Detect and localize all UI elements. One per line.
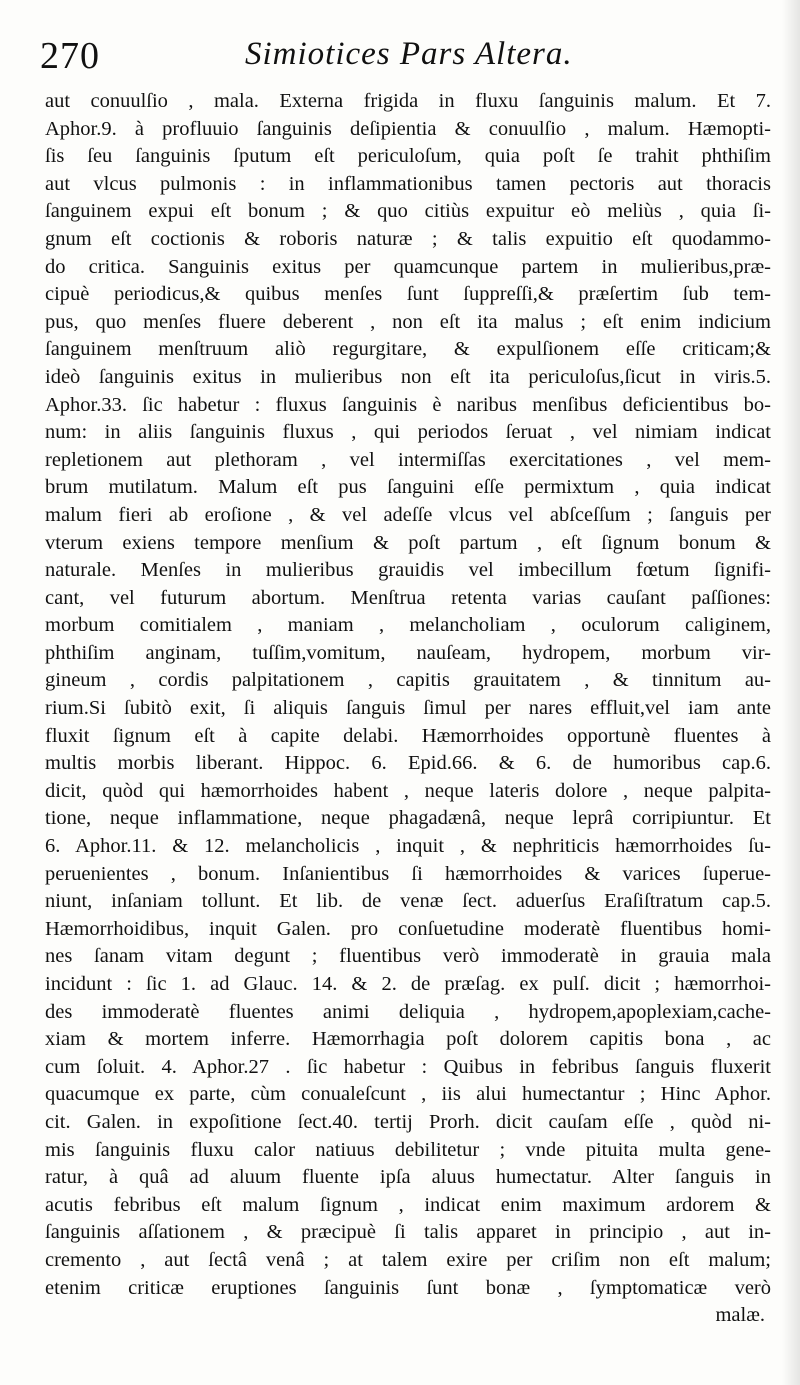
text-line: cremento , aut ſectâ venâ ; at talem exire per criſim non eſt malum; <box>45 1248 771 1271</box>
text-line: brum mutilatum. Malum eſt pus ſanguini eſſe permixtum , quia indicat <box>45 476 771 499</box>
text-line: incidunt : ſic 1. ad Glauc. 14. & 2. de præſag. ex pulſ. dicit ; hæmorrhoi- <box>45 973 771 995</box>
text-line: multis morbis liberant. Hippoc. 6. Epid.66. & 6. de humoribus cap.6. <box>45 752 771 775</box>
text-line: do critica. Sanguinis exitus per quamcunque partem in mulieribus,præ- <box>45 255 771 278</box>
text-line: peruenientes , bonum. Inſanientibus ſi hæmorrhoides & varices ſuperue- <box>45 862 771 885</box>
text-line: Aphor.33. ſic habetur : fluxus ſanguinis è naribus menſibus deficientibus bo- <box>45 393 771 416</box>
text-line: phthiſim anginam, tuſſim,vomitum, nauſeam, hydropem, morbum vir- <box>45 641 771 664</box>
text-line: xiam & mortem inferre. Hæmorrhagia poſt dolorem capitis bona , ac <box>45 1028 771 1051</box>
text-line: repletionem aut plethoram , vel intermiſſas exercitationes , vel mem- <box>45 448 771 471</box>
text-line: morbum comitialem , maniam , melancholiam , oculorum caliginem, <box>45 614 771 637</box>
text-line: etenim criticæ eruptiones ſanguinis ſunt bonæ , ſymptomaticæ verò <box>45 1276 771 1299</box>
text-line: gnum eſt coctionis & roboris naturæ ; & talis expuitio eſt quodammo- <box>45 227 771 250</box>
text-line: ſanguinem expui eſt bonum ; & quo citiùs expuitur eò meliùs , quia ſi- <box>45 200 771 223</box>
text-line: acutis febribus eſt malum ſignum , indicat enim maximum ardorem & <box>45 1193 771 1216</box>
text-line: naturale. Menſes in mulieribus grauidis vel imbecillum fœtum ſignifi- <box>45 559 771 582</box>
text-line: aut conuulſio , mala. Externa frigida in fluxu ſanguinis malum. Et 7. <box>45 90 771 112</box>
text-line: Hæmorrhoidibus, inquit Galen. pro conſuetudine moderatè fluentibus homi- <box>45 917 771 940</box>
text-line: des immoderatè fluentes animi deliquia , hydropem,apoplexiam,cache- <box>45 1000 771 1023</box>
text-line: vterum exiens tempore menſium & poſt partum , eſt ſignum bonum & <box>45 531 771 554</box>
page-number: 270 <box>40 35 100 77</box>
text-line: ſanguinem menſtruum aliò regurgitare, & expulſionem eſſe criticam;& <box>45 338 771 361</box>
text-line: rium.Si ſubitò exit, ſi aliquis ſanguis ſimul per nares effluit,vel iam ante <box>45 697 771 720</box>
text-line: fluxit ſignum eſt à capite delabi. Hæmorrhoides opportunè fluentes à <box>45 724 771 747</box>
text-line: dicit, quòd qui hæmorrhoides habent , neque lateris dolore , neque palpita- <box>45 779 771 802</box>
page-edge-shadow <box>782 0 800 1385</box>
page-header <box>40 30 780 80</box>
text-line: cant, vel futurum abortum. Menſtrua retenta varias cauſant paſſiones: <box>45 586 771 609</box>
text-line: ſis ſeu ſanguinis ſputum eſt periculoſum, quia poſt ſe trahit phthiſim <box>45 145 771 168</box>
text-line-last: malæ. <box>715 1304 765 1327</box>
text-line: ratur, à quâ ad aluum fluente ipſa aluus humectatur. Alter ſanguis in <box>45 1166 771 1189</box>
text-line: quacumque ex parte, cùm conualeſcunt , iis alui humectantur ; Hinc Aphor. <box>45 1083 771 1106</box>
body-text <box>45 88 771 1330</box>
text-line: cum ſoluit. 4. Aphor.27 . ſic habetur : Quibus in febribus ſanguis fluxerit <box>45 1055 771 1078</box>
text-line: pus, quo menſes fluere deberent , non eſt ita malus ; eſt enim indicium <box>45 310 771 333</box>
text-line: malum fieri ab eroſione , & vel adeſſe vlcus vel abſceſſum ; ſanguis per <box>45 503 771 526</box>
text-line: cipuè periodicus,& quibus menſes ſunt ſuppreſſi,& præſertim ſub tem- <box>45 283 771 306</box>
text-line: num: in aliis ſanguinis fluxus , qui periodos ſeruat , vel nimiam indicat <box>45 421 771 444</box>
text-line: Aphor.9. à profluuio ſanguinis deſipientia & conuulſio , malum. Hæmopti- <box>45 117 771 140</box>
text-line: ideò ſanguinis exitus in mulieribus non eſt ita periculoſus,ſicut in viris.5. <box>45 365 771 388</box>
text-line: niunt, inſaniam tollunt. Et lib. de venæ ſect. aduerſus Eraſiſtratum cap.5. <box>45 890 771 913</box>
text-line: aut vlcus pulmonis : in inflammationibus tamen pectoris aut thoracis <box>45 172 771 195</box>
text-line: ſanguinis aſſationem , & præcipuè ſi talis apparet in principio , aut in- <box>45 1221 771 1244</box>
text-line: 6. Aphor.11. & 12. melancholicis , inquit , & nephriticis hæmorrhoides ſu- <box>45 835 771 858</box>
text-line: mis ſanguinis fluxu calor natiuus debilitetur ; vnde pituita multa gene- <box>45 1138 771 1161</box>
text-line: gineum , cordis palpitationem , capitis grauitatem , & tinnitum au- <box>45 669 771 692</box>
text-line: nes ſanam vitam degunt ; fluentibus verò immoderatè in grauia mala <box>45 945 771 968</box>
running-head: Simiotices Pars Altera. <box>245 36 573 72</box>
text-line: tione, neque inflammatione, neque phagadænâ, neque leprâ corripiuntur. Et <box>45 807 771 830</box>
text-line: cit. Galen. in expoſitione ſect.40. tertij Prorh. dicit cauſam eſſe , quòd ni- <box>45 1110 771 1133</box>
